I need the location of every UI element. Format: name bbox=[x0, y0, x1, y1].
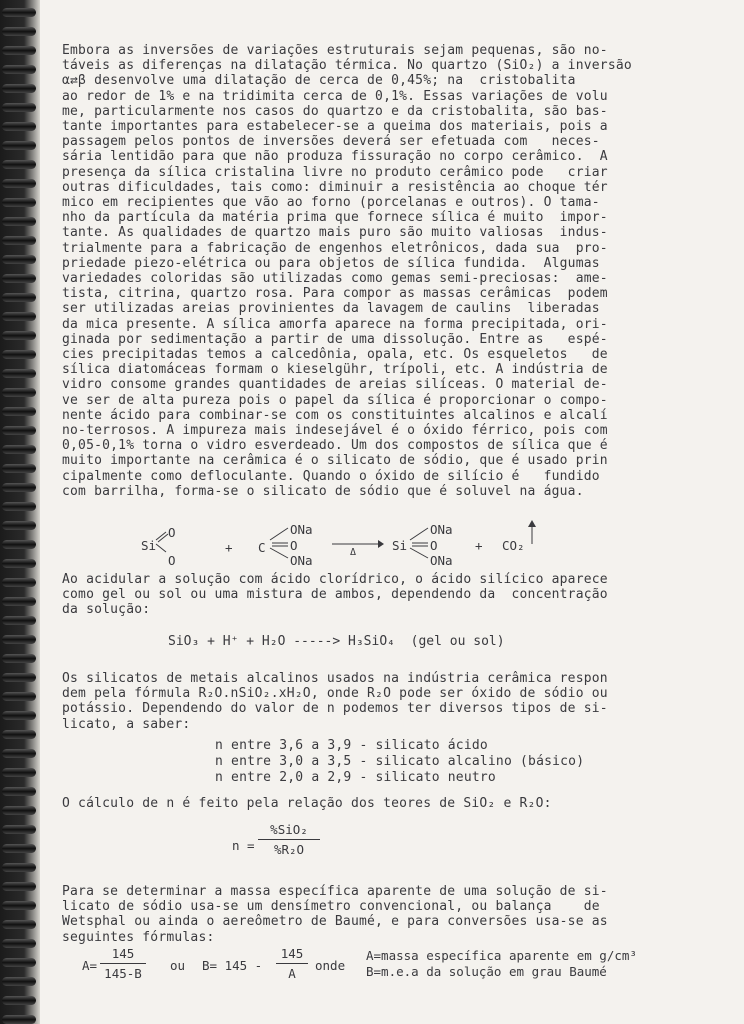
binding-coil bbox=[2, 711, 36, 720]
formula-b-lhs: B= 145 - bbox=[202, 958, 263, 973]
binding-coil bbox=[2, 654, 36, 663]
binding-coil bbox=[2, 882, 36, 891]
fraction-bar bbox=[258, 839, 320, 840]
binding-coil bbox=[2, 844, 36, 853]
formula-a-lhs: A= bbox=[82, 958, 98, 973]
binding-coil bbox=[2, 635, 36, 644]
binding-coil bbox=[2, 8, 36, 17]
binding-coil bbox=[2, 863, 36, 872]
binding-coil bbox=[2, 673, 36, 682]
silicate-type-item: n entre 3,0 a 3,5 - silicato alcalino (básico) bbox=[215, 754, 585, 769]
definition-a: A=massa específica aparente em g/cm³ bbox=[366, 948, 637, 963]
si-product-symbol: Si bbox=[392, 538, 408, 553]
paragraph-acid: Ao acidular a solução com ácido clorídrico, o ácido silícico aparece como gel ou sol ou uma mistura de ambos, dependendo da concentração da solução: bbox=[62, 572, 608, 618]
binding-coil bbox=[2, 464, 36, 473]
oxygen-top: O bbox=[168, 525, 176, 540]
binding-coil bbox=[2, 597, 36, 606]
formula-a-numerator: 145 bbox=[111, 946, 135, 961]
binding-coil bbox=[2, 502, 36, 511]
ona-bottom: ONa bbox=[290, 553, 313, 568]
binding-coil bbox=[2, 293, 36, 302]
binding-coil bbox=[2, 901, 36, 910]
binding-coil bbox=[2, 445, 36, 454]
silicate-type-item: n entre 3,6 a 3,9 - silicato ácido bbox=[215, 738, 488, 753]
co2-symbol: CO₂ bbox=[502, 538, 525, 553]
fraction-bar bbox=[276, 963, 308, 964]
binding-coil bbox=[2, 1015, 36, 1024]
heat-arrow bbox=[330, 538, 384, 556]
binding-coil bbox=[2, 27, 36, 36]
ona-top: ONa bbox=[290, 522, 313, 537]
binding-coil bbox=[2, 236, 36, 245]
binding-coil bbox=[2, 407, 36, 416]
onde-word: onde bbox=[315, 958, 346, 973]
binding-coil bbox=[2, 920, 36, 929]
carbon-symbol: C bbox=[258, 540, 266, 555]
paragraph-density: Para se determinar a massa específica aparente de uma solução de si- licato de sódio usa-se um densímetro convencional, ou balança de Wetsphal ou ainda o aereômetro de Baumé, e para conversões usa-se as seguintes fórmulas: bbox=[62, 884, 608, 945]
n-formula-denominator: %R₂O bbox=[273, 842, 305, 857]
si-symbol: Si bbox=[141, 538, 157, 553]
binding-coil bbox=[2, 426, 36, 435]
delta-symbol: Δ bbox=[350, 547, 357, 558]
binding-coil bbox=[2, 749, 36, 758]
binding-coil bbox=[2, 958, 36, 967]
binding-coil bbox=[2, 825, 36, 834]
reaction-silicic-acid: SiO₃ + H⁺ + H₂O -----> H₃SiO₄ (gel ou sol) bbox=[168, 634, 505, 649]
gas-release-arrow bbox=[527, 520, 537, 546]
oxygen-mid: O bbox=[290, 538, 298, 553]
binding-coil bbox=[2, 730, 36, 739]
binding-coil bbox=[2, 768, 36, 777]
binding-coil bbox=[2, 198, 36, 207]
binding-coil bbox=[2, 122, 36, 131]
plus-sign: + bbox=[225, 540, 233, 555]
binding-coil bbox=[2, 939, 36, 948]
formula-b-denominator: A bbox=[288, 966, 296, 981]
n-formula-fraction bbox=[258, 822, 320, 857]
binding-coil bbox=[2, 103, 36, 112]
binding-coil bbox=[2, 540, 36, 549]
formula-a-denominator: 145-B bbox=[104, 966, 142, 981]
binding-coil bbox=[2, 388, 36, 397]
ona-product-top: ONa bbox=[430, 522, 453, 537]
oxygen-bottom: O bbox=[168, 553, 176, 568]
document-page bbox=[40, 0, 744, 1024]
binding-coil bbox=[2, 179, 36, 188]
formula-b-fraction bbox=[276, 946, 308, 981]
binding-coil bbox=[2, 84, 36, 93]
binding-coil bbox=[2, 141, 36, 150]
fraction-bar bbox=[100, 963, 146, 964]
formula-b-numerator: 145 bbox=[280, 946, 304, 961]
carbonate-bonds bbox=[268, 524, 292, 560]
binding-coil bbox=[2, 806, 36, 815]
binding-coil bbox=[2, 559, 36, 568]
spiral-binding bbox=[0, 0, 40, 1024]
binding-coil bbox=[2, 369, 36, 378]
binding-coil bbox=[2, 521, 36, 530]
binding-coil bbox=[2, 46, 36, 55]
binding-coil bbox=[2, 977, 36, 986]
n-formula-numerator: %SiO₂ bbox=[270, 822, 308, 837]
oxygen-product-mid: O bbox=[430, 538, 438, 553]
binding-coil bbox=[2, 996, 36, 1005]
ou-word: ou bbox=[170, 958, 186, 973]
formula-a-fraction bbox=[100, 946, 146, 981]
ona-product-bottom: ONa bbox=[430, 553, 453, 568]
silicate-type-item: n entre 2,0 a 2,9 - silicato neutro bbox=[215, 770, 496, 785]
binding-coil bbox=[2, 578, 36, 587]
binding-coil bbox=[2, 65, 36, 74]
n-formula-lhs: n = bbox=[232, 838, 255, 853]
paragraph-n-calc: O cálculo de n é feito pela relação dos teores de SiO₂ e R₂O: bbox=[62, 796, 552, 811]
paragraph-intro: Embora as inversões de variações estruturais sejam pequenas, são no- táveis as diferenças na dilatação térmica. No quartzo (SiO₂) a inversão α⇄β desenvolve uma dilatação de cerca de 0,45%; na cristobalita ao redor de 1% e na tridimita cerca de 0,1%. Essas variações de volu me, particularmente nos casos do quartzo e da cristobalita, são bas- tante importantes para estabelecer-se a queima dos materiais, pois a passagem pelos pontos de inversões deverá ser efetuada com neces- sária lentidão para que não produza fissuração no corpo cerâmico. A presença da sílica cristalina livre no produto cerâmico pode criar outras dificuldades, tais como: diminuir a resistência ao choque tér mico em recipientes que vão ao forno (porcelanas e outros). O tama- nho da partícula da matéria prima que fornece sílica é muito impor- tante. As qualidades de quartzo mais puro são muito valiosas indus- trialmente para a fabricação de engenhos eletrônicos, dada sua pro- priedade piezo-elétrica ou para objetos de sílica fundida. Algumas variedades coloridas são utilizadas como gemas semi-preciosas: ame- tista, citrina, quartzo rosa. Para compor as massas cerâmicas podem ser utilizadas areias provinientes da lavagem de caulins liberadas da mica presente. A sílica amorfa aparece na forma precipitada, ori- ginada por sedimentação a partir de uma dissolução. Entre as espé- cies precipitadas temos a calcedônia, opala, etc. Os esqueletos de sílica diatomáceas formam o kieselgühr, trípoli, etc. A indústria de vidro consome grandes quantidades de areias silíceas. O material de- ve ser de alta pureza pois o papel da sílica é proporcionar o compo- nente ácido para combinar-se com os constituintes alcalinos e alcalí no-terrosos. A impureza mais indesejável é o óxido férrico, pois com 0,05-0,1% torna o vidro esverdeado. Um dos compostos de sílica que é muito importante na cerâmica é o silicato de sódio, que é usado prin cipalmente como defloculante. Quando o óxido de silício é fundido com barrilha, forma-se o silicato de sódio que é soluvel na água. bbox=[62, 43, 632, 499]
binding-coil bbox=[2, 787, 36, 796]
double-bond-lines bbox=[154, 528, 170, 556]
definition-b: B=m.e.a da solução em grau Baumé bbox=[366, 964, 607, 979]
silicate-bonds bbox=[408, 524, 432, 560]
binding-coil bbox=[2, 616, 36, 625]
plus-sign-2: + bbox=[475, 538, 483, 553]
binding-coil bbox=[2, 274, 36, 283]
binding-coil bbox=[2, 350, 36, 359]
binding-coil bbox=[2, 217, 36, 226]
paragraph-silicates: Os silicatos de metais alcalinos usados na indústria cerâmica respon dem pela fórmula R₂O.nSiO₂.xH₂O, onde R₂O pode ser óxido de sódio ou potássio. Dependendo do valor de n podemos ter diversos tipos de si- licato, a saber: bbox=[62, 671, 608, 732]
binding-coil bbox=[2, 160, 36, 169]
binding-coil bbox=[2, 692, 36, 701]
binding-coil bbox=[2, 331, 36, 340]
binding-coil bbox=[2, 483, 36, 492]
binding-coil bbox=[2, 312, 36, 321]
binding-coil bbox=[2, 255, 36, 264]
